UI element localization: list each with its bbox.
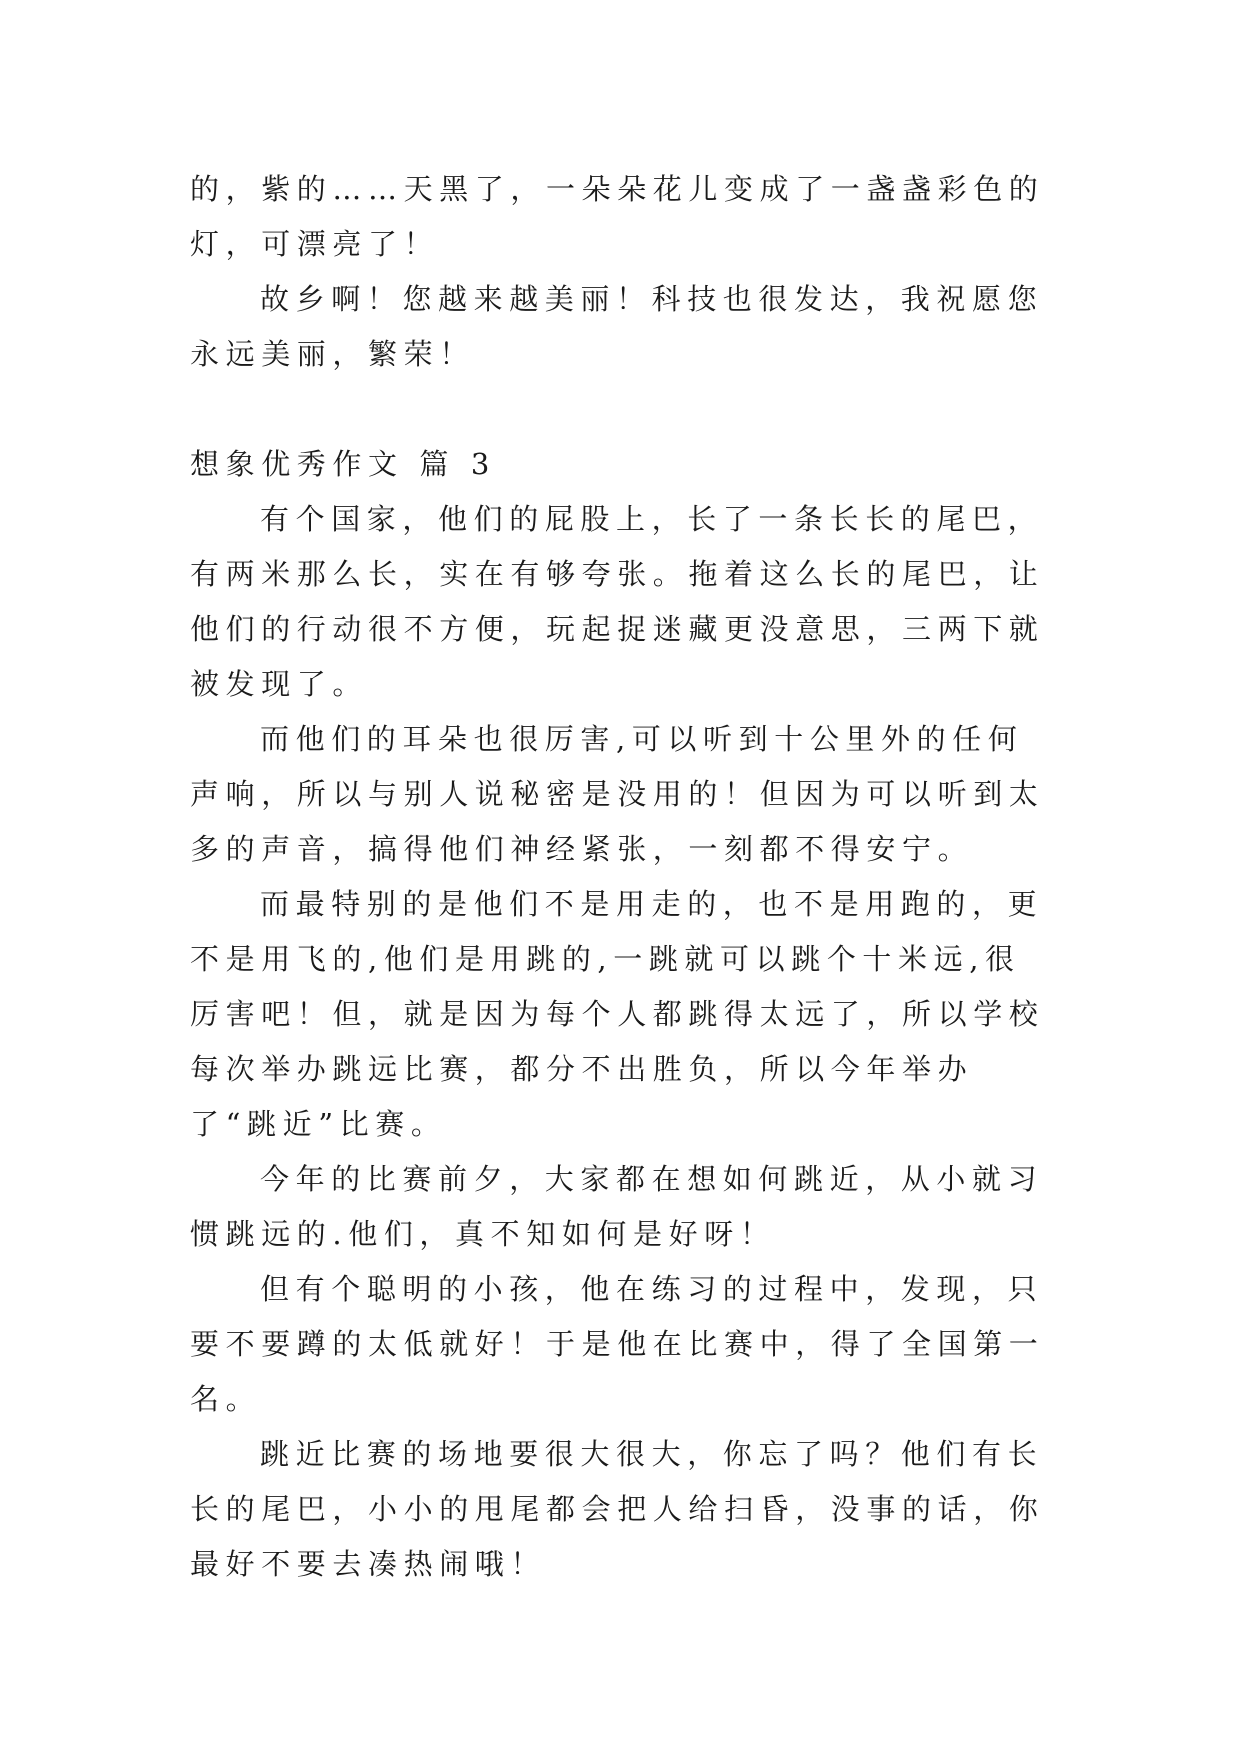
paragraph: 今年的比赛前夕，大家都在想如何跳近，从小就习惯跳远的.他们，真不知如何是好呀！ — [190, 1162, 1044, 1251]
paragraph: 故乡啊！您越来越美丽！科技也很发达，我祝愿您永远美丽，繁荣！ — [190, 282, 1044, 371]
paragraph: 有个国家，他们的屁股上，长了一条长长的尾巴，有两米那么长，实在有够夸张。拖着这么长的尾巴，让他们的行动很不方便，玩起捉迷藏更没意思，三两下就被发现了。 — [190, 502, 1045, 701]
paragraph: 但有个聪明的小孩，他在练习的过程中，发现，只要不要蹲的太低就好！于是他在比赛中，得了全国第一名。 — [190, 1272, 1045, 1416]
paragraph: 跳近比赛的场地要很大很大，你忘了吗？他们有长长的尾巴，小小的甩尾都会把人给扫昏，没事的话，你最好不要去凑热闹哦！ — [190, 1437, 1045, 1581]
paragraph: 而最特别的是他们不是用走的，也不是用跑的，更不是用飞的,他们是用跳的,一跳就可以跳个十米远,很厉害吧！但，就是因为每个人都跳得太远了，所以学校每次举办跳远比赛，都分不出胜负，所以今年举办了“跳近”比赛。 — [190, 887, 1045, 1141]
section-spacer — [190, 382, 1050, 437]
document-body — [190, 162, 1050, 1592]
paragraph-continued: 的，紫的……天黑了，一朵朵花儿变成了一盏盏彩色的灯，可漂亮了！ — [190, 172, 1045, 261]
section-heading: 想象优秀作文 篇 3 — [190, 447, 496, 481]
paragraph: 而他们的耳朵也很厉害,可以听到十公里外的任何声响，所以与别人说秘密是没用的！但因为可以听到太多的声音，搞得他们神经紧张，一刻都不得安宁。 — [190, 722, 1045, 866]
